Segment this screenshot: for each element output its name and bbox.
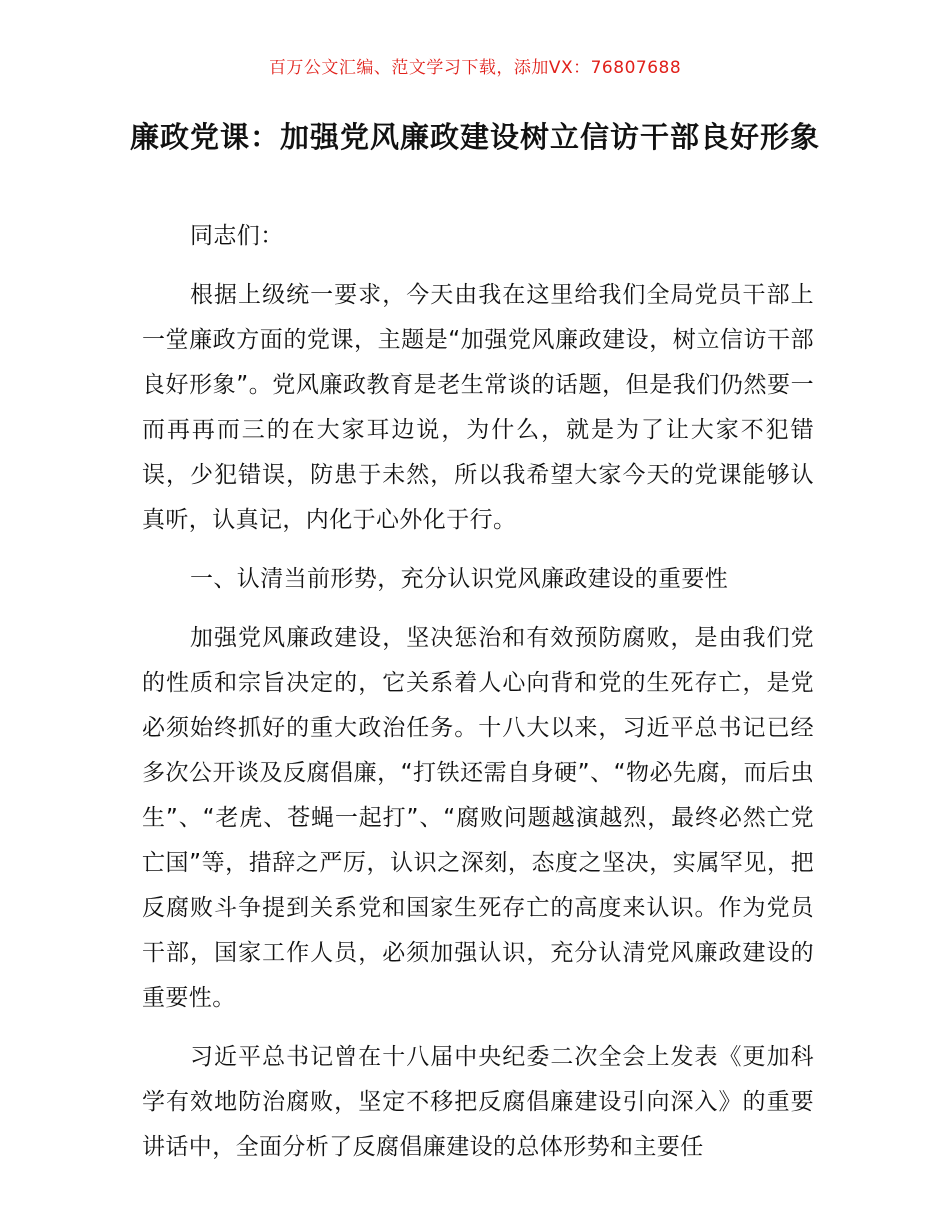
- document-body: [142, 214, 814, 1184]
- paragraph-speech: 习近平总书记曾在十八届中央纪委二次全会上发表《更加科学有效地防治腐败，坚定不移把反腐倡廉建设引向深入》的重要讲话中，全面分析了反腐倡廉建设的总体形势和主要任: [142, 1044, 814, 1160]
- paragraph-section-1: 加强党风廉政建设，坚决惩治和有效预防腐败，是由我们党的性质和宗旨决定的，它关系着人心向背和党的生死存亡，是党必须始终抓好的重大政治任务。十八大以来，习近平总书记已经多次公开谈及反腐倡廉，“打铁还需自身硬”、“物必先腐，而后虫生”、“老虎、苍蝇一起打”、“腐败问题越演越烈，最终必然亡党亡国”等，措辞之严厉，认识之深刻，态度之坚决，实属罕见，把反腐败斗争提到关系党和国家生死存亡的高度来认识。作为党员干部，国家工作人员，必须加强认识，充分认清党风廉政建设的重要性。: [142, 625, 814, 1011]
- document-title: 廉政党课：加强党风廉政建设树立信访干部良好形象: [129, 120, 820, 154]
- greeting: 同志们：: [190, 223, 284, 249]
- paragraph-intro: 根据上级统一要求，今天由我在这里给我们全局党员干部上一堂廉政方面的党课，主题是“加强党风廉政建设，树立信访干部良好形象”。党风廉政教育是老生常谈的话题，但是我们仍然要一而再再而三的在大家耳边说，为什么，就是为了让大家不犯错误，少犯错误，防患于未然，所以我希望大家今天的党课能够认真听，认真记，内化于心外化于行。: [142, 282, 814, 533]
- section-heading-1: 一、认清当前形势，充分认识党风廉政建设的重要性: [190, 566, 729, 592]
- watermark-header: 百万公文汇编、范文学习下载，添加VX：76807688: [268, 58, 682, 78]
